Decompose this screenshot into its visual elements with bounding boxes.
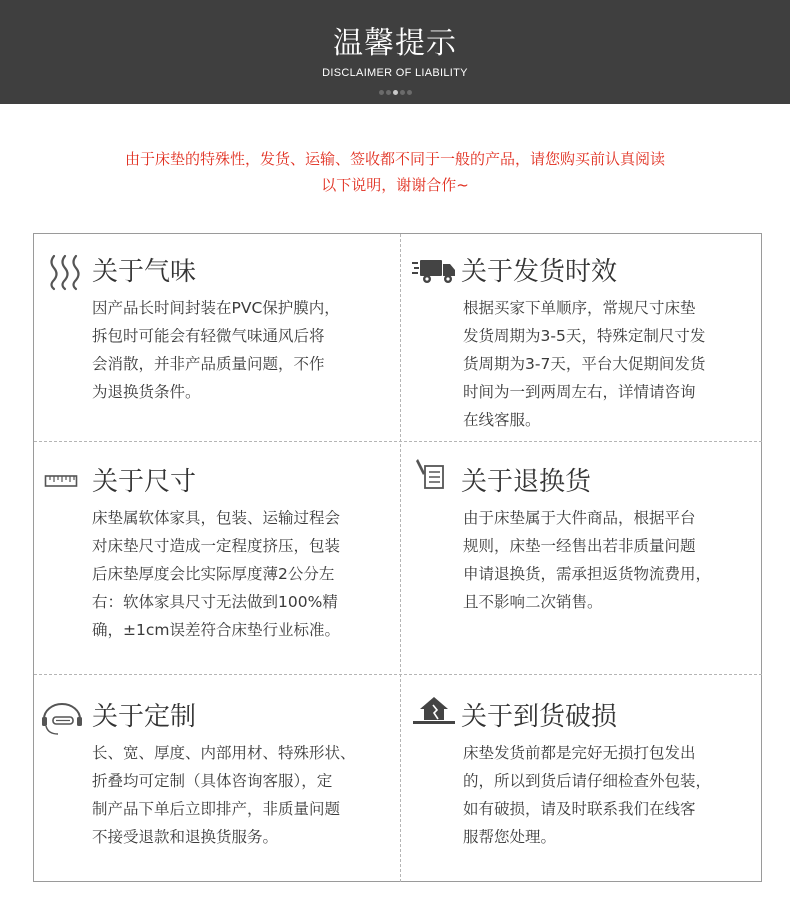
section-line: 会消散，并非产品质量问题，不作 xyxy=(92,355,325,373)
section-line: 因产品长时间封装在PVC保护膜内， xyxy=(92,299,340,317)
page-title: 温馨提示 xyxy=(333,26,457,61)
section-title: 关于尺寸 xyxy=(92,467,197,497)
notice-line-2: 以下说明，谢谢合作~ xyxy=(321,176,469,194)
section-line: 根据买家下单顺序，常规尺寸床垫 xyxy=(463,299,696,317)
section-line: 对床垫尺寸造成一定程度挤压，包装 xyxy=(92,537,341,555)
section-line: 发货周期为3-5天，特殊定制尺寸发 xyxy=(463,327,706,345)
section-line: 的，所以到货后请仔细检查外包装， xyxy=(463,772,712,790)
section-size xyxy=(34,442,396,674)
odor-waves-icon xyxy=(46,252,86,292)
customer-service-icon xyxy=(40,697,84,737)
section-line: 在线客服。 xyxy=(463,411,541,429)
section-body xyxy=(463,294,705,434)
ruler-icon xyxy=(44,464,78,504)
section-returns xyxy=(401,442,763,674)
section-line: 床垫属软体家具，包装、运输过程会 xyxy=(92,509,341,527)
info-grid xyxy=(33,233,762,882)
carousel-dot[interactable] xyxy=(386,90,391,95)
section-line: 由于床垫属于大件商品，根据平台 xyxy=(463,509,696,527)
carousel-dots xyxy=(0,90,790,98)
section-line: 服帮您处理。 xyxy=(463,828,557,846)
section-line: 床垫发货前都是完好无损打包发出 xyxy=(463,744,696,762)
carousel-dot[interactable] xyxy=(379,90,384,95)
section-line: 确，±1cm误差符合床垫行业标准。 xyxy=(92,621,340,639)
section-damage xyxy=(401,675,763,882)
section-body xyxy=(92,294,340,406)
carousel-dot[interactable] xyxy=(400,90,405,95)
return-form-icon xyxy=(413,456,453,496)
notice-line-1: 由于床垫的特殊性，发货、运输、签收都不同于一般的产品，请您购买前认真阅读 xyxy=(124,150,665,168)
notice-text xyxy=(0,146,790,198)
section-body xyxy=(463,739,711,851)
section-line: 为退换货条件。 xyxy=(92,383,201,401)
section-line: 长、宽、厚度、内部用材、特殊形状、 xyxy=(92,744,356,762)
section-title: 关于到货破损 xyxy=(461,702,618,732)
damaged-house-icon xyxy=(411,691,457,731)
section-line: 货周期为3-7天，平台大促期间发货 xyxy=(463,355,706,373)
section-line: 且不影响二次销售。 xyxy=(463,593,603,611)
section-body xyxy=(92,739,356,851)
section-line: 时间为一到两周左右，详情请咨询 xyxy=(463,383,696,401)
section-line: 拆包时可能会有轻微气味通风后将 xyxy=(92,327,325,345)
section-title: 关于气味 xyxy=(92,257,197,287)
page-subtitle: DISCLAIMER OF LIABILITY xyxy=(322,67,468,79)
delivery-truck-icon xyxy=(411,252,457,292)
carousel-dot-active[interactable] xyxy=(393,90,398,95)
section-shipping-time xyxy=(401,234,763,441)
section-line: 申请退换货，需承担返货物流费用， xyxy=(463,565,712,583)
carousel-dot[interactable] xyxy=(407,90,412,95)
header-banner xyxy=(0,0,790,104)
section-line: 右：软体家具尺寸无法做到100%精 xyxy=(92,593,338,611)
section-line: 如有破损，请及时联系我们在线客 xyxy=(463,800,696,818)
section-body xyxy=(463,504,711,616)
section-body xyxy=(92,504,340,644)
section-line: 后床垫厚度会比实际厚度薄2公分左 xyxy=(92,565,335,583)
section-custom xyxy=(34,675,396,882)
section-title: 关于发货时效 xyxy=(461,257,618,287)
section-odor xyxy=(34,234,396,441)
section-line: 制产品下单后立即排产，非质量问题 xyxy=(92,800,341,818)
section-title: 关于定制 xyxy=(92,702,197,732)
section-line: 不接受退款和退换货服务。 xyxy=(92,828,279,846)
section-title: 关于退换货 xyxy=(461,467,592,497)
section-line: 折叠均可定制（具体咨询客服），定 xyxy=(92,772,333,790)
section-line: 规则，床垫一经售出若非质量问题 xyxy=(463,537,696,555)
